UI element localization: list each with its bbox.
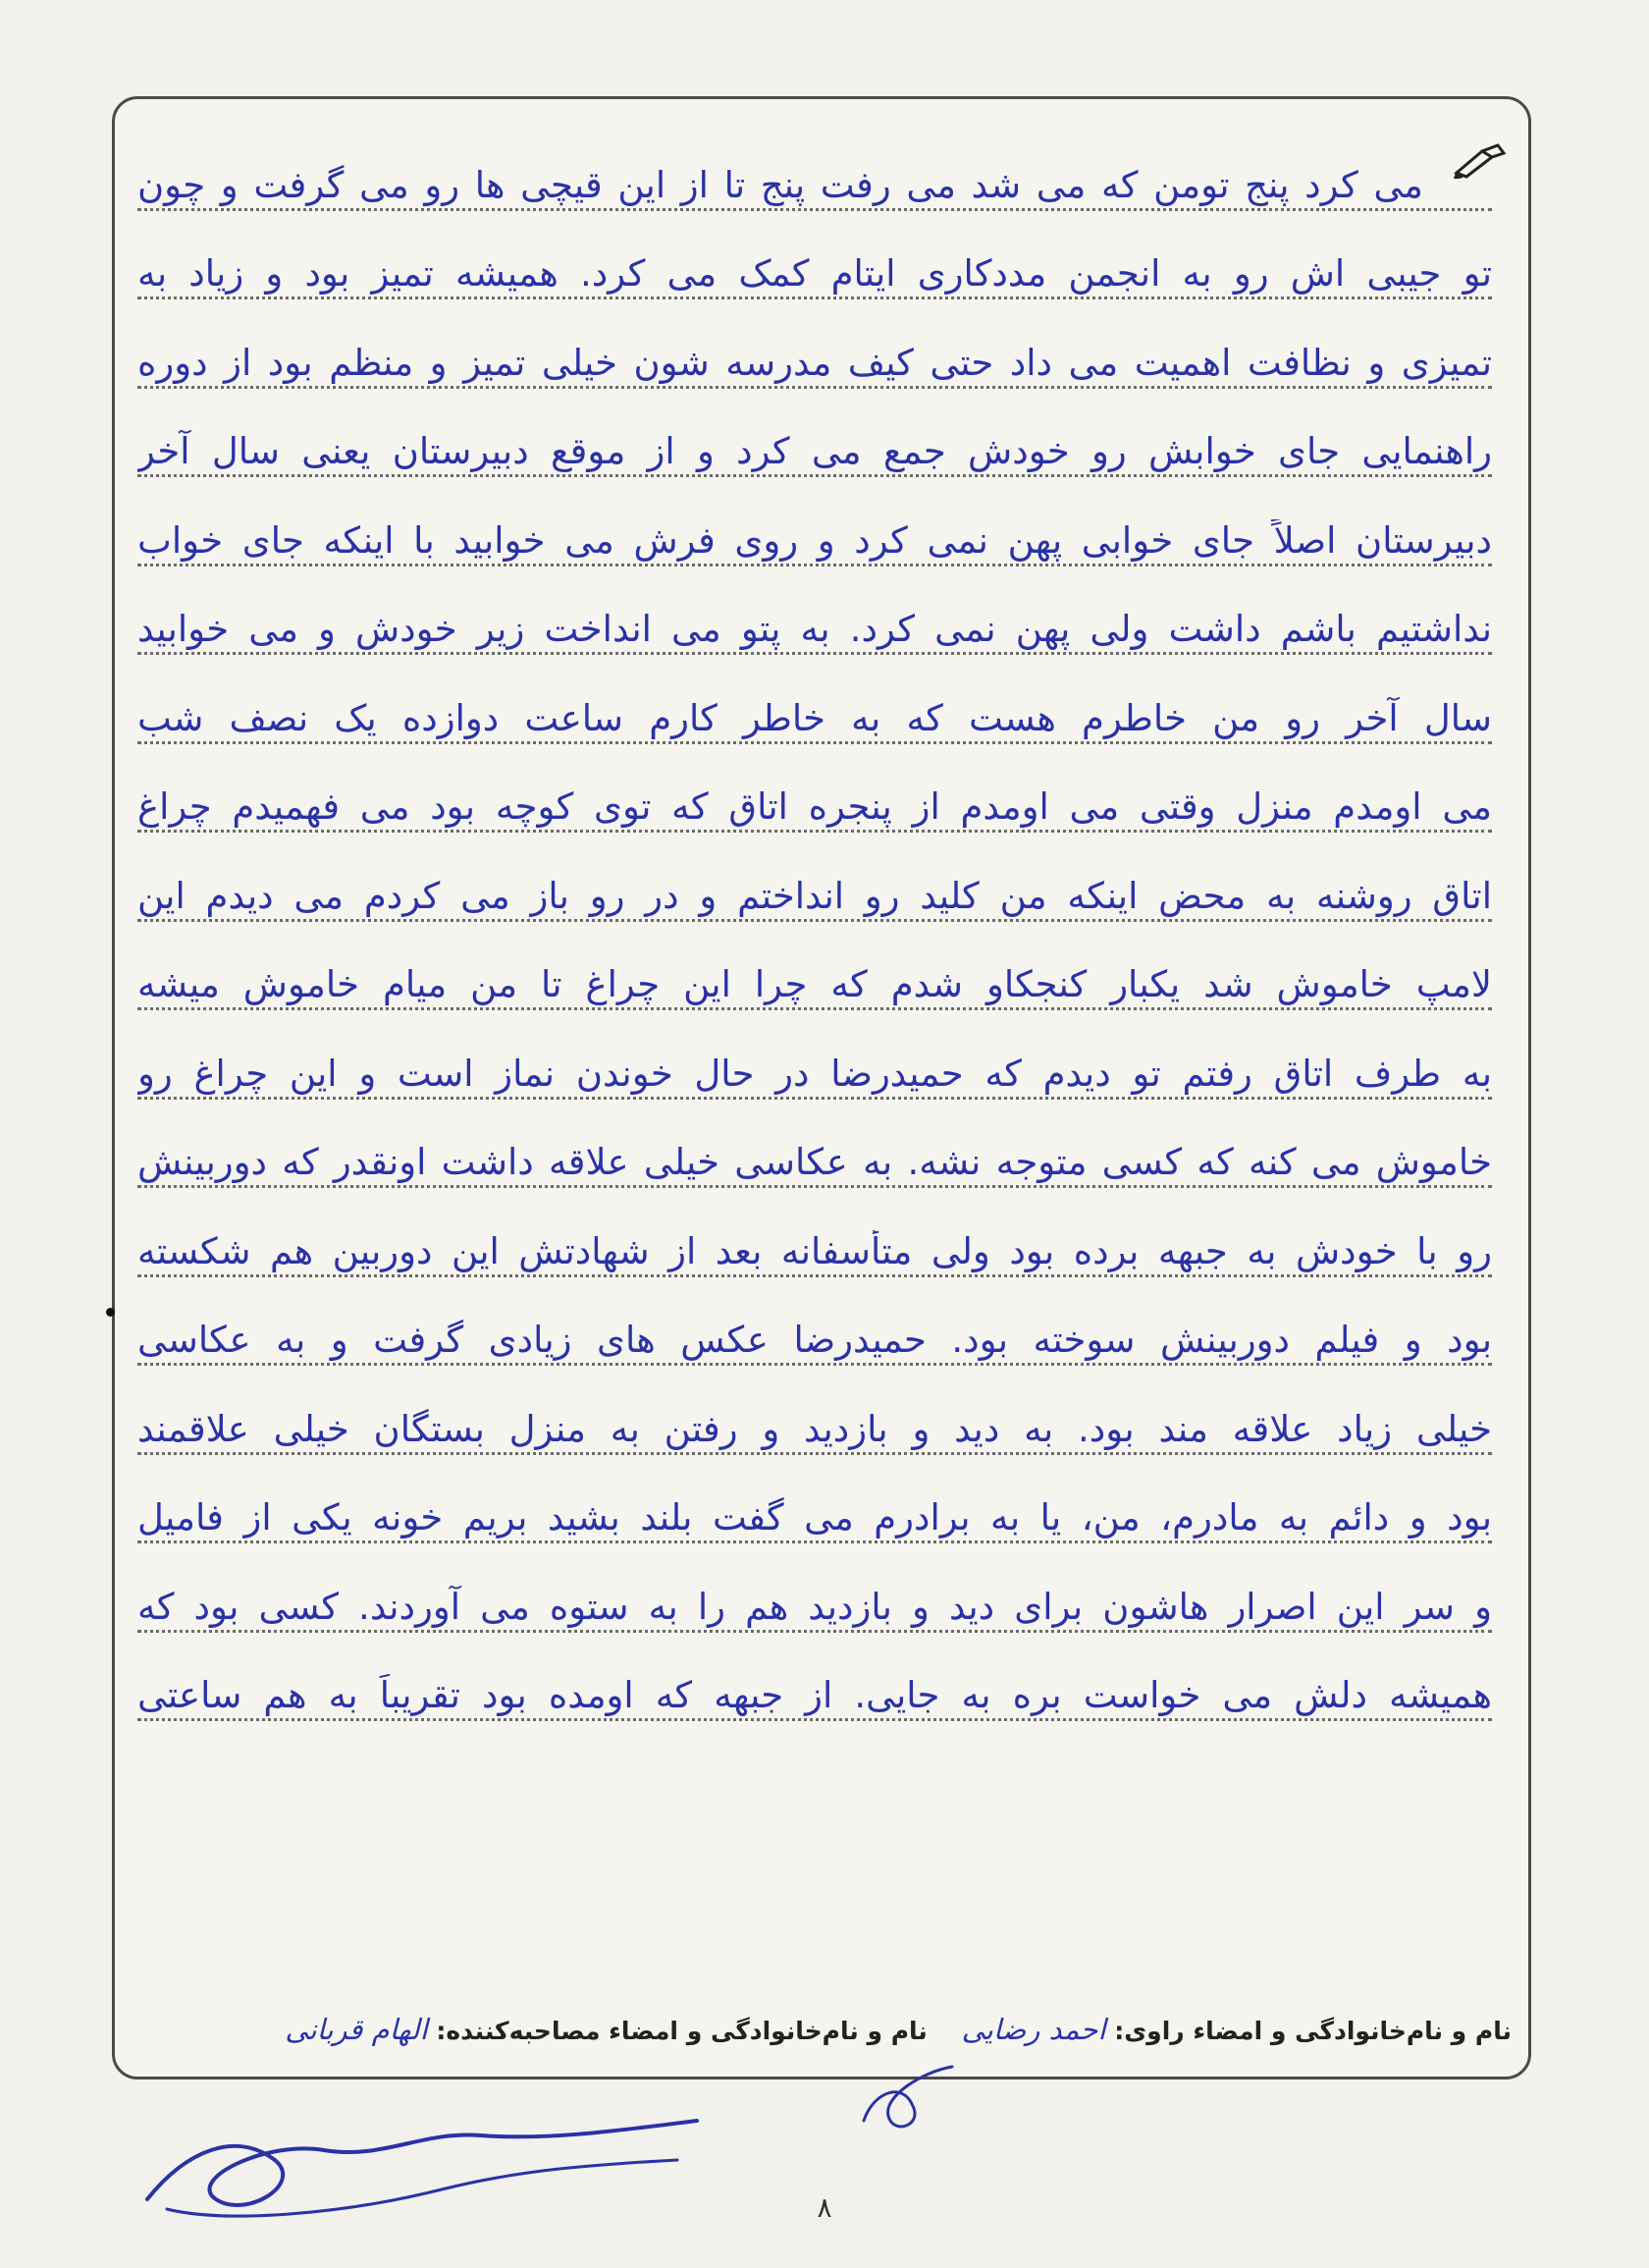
text-line: می اومدم منزل وقتی می اومدم از پنجره اتاق که توی کوچه بود می فهمیدم چراغ [137, 760, 1492, 849]
text-line: اتاق روشنه به محض اینکه من کلید رو انداختم و در رو باز می کردم می دیدم این [137, 848, 1492, 938]
text-line: تو جیبی اش رو به انجمن مددکاری ایتام کمک می کرد. همیشه تمیز بود و زیاد به [137, 227, 1492, 316]
text-line: سال آخر رو من خاطرم هست که به خاطر کارم ساعت دوازده یک نصف شب [137, 671, 1492, 760]
narrator-label: نام و نام‌خانوادگی و امضاء راوی: [1114, 2017, 1512, 2045]
text-line: بود و فیلم دوربینش سوخته بود. حمیدرضا عکس های زیادی گرفت و به عکاسی [137, 1293, 1492, 1382]
text-line: و سر این اصرار هاشون برای دید و بازدید هم را به ستوه می آوردند. کسی بود که [137, 1559, 1492, 1648]
text-line: می کرد پنج تومن که می شد می رفت پنج تا از این قیچی ها رو می گرفت و چون [137, 137, 1492, 227]
interviewer-label: نام و نام‌خانوادگی و امضاء مصاحبه‌کننده: [436, 2017, 928, 2045]
text-line: لامپ خاموش شد یکبار کنجکاو شدم که چرا این چراغ تا من میام خاموش میشه [137, 938, 1492, 1027]
text-line: تمیزی و نظافت اهمیت می داد حتی کیف مدرسه شون خیلی تمیز و منظم بود از دوره [137, 315, 1492, 405]
text-line: خیلی زیاد علاقه مند بود. به دید و بازدید و رفتن به منزل بستگان خیلی علاقمند [137, 1381, 1492, 1471]
page-number: ۸ [817, 2191, 832, 2224]
handwritten-text-body [137, 137, 1492, 1737]
text-line: دبیرستان اصلاً جای خوابی پهن نمی کرد و روی فرش می خوابید با اینکه جای خواب [137, 493, 1492, 582]
text-line: همیشه دلش می خواست بره به جایی. از جبهه که اومده بود تقریباً به هم ساعتی [137, 1648, 1492, 1738]
interviewer-name: الهام قربانی [285, 2013, 428, 2046]
binder-dot [106, 1308, 115, 1317]
narrator-name: احمد رضایی [961, 2013, 1106, 2046]
text-line: نداشتیم باشم داشت ولی پهن نمی کرد. به پتو می انداخت زیر خودش و می خوابید [137, 582, 1492, 672]
text-line: خاموش می کنه که کسی متوجه نشه. به عکاسی خیلی علاقه داشت اونقدر که دوربینش [137, 1115, 1492, 1205]
text-line: راهنمایی جای خوابش رو خودش جمع می کرد و از موقع دبیرستان یعنی سال آخر [137, 405, 1492, 494]
footer-signature-row [285, 2013, 1512, 2046]
text-line: بود و دائم به مادرم، من، یا به برادرم می گفت بلند بشید بریم خونه یکی از فامیل [137, 1471, 1492, 1560]
interviewer-signature-scribble [854, 2052, 962, 2140]
text-line: به طرف اتاق رفتم تو دیدم که حمیدرضا در حال خوندن نماز است و این چراغ رو [137, 1026, 1492, 1115]
text-line: رو با خودش به جبهه برده بود ولی متأسفانه بعد از شهادتش این دوربین هم شکسته [137, 1204, 1492, 1293]
